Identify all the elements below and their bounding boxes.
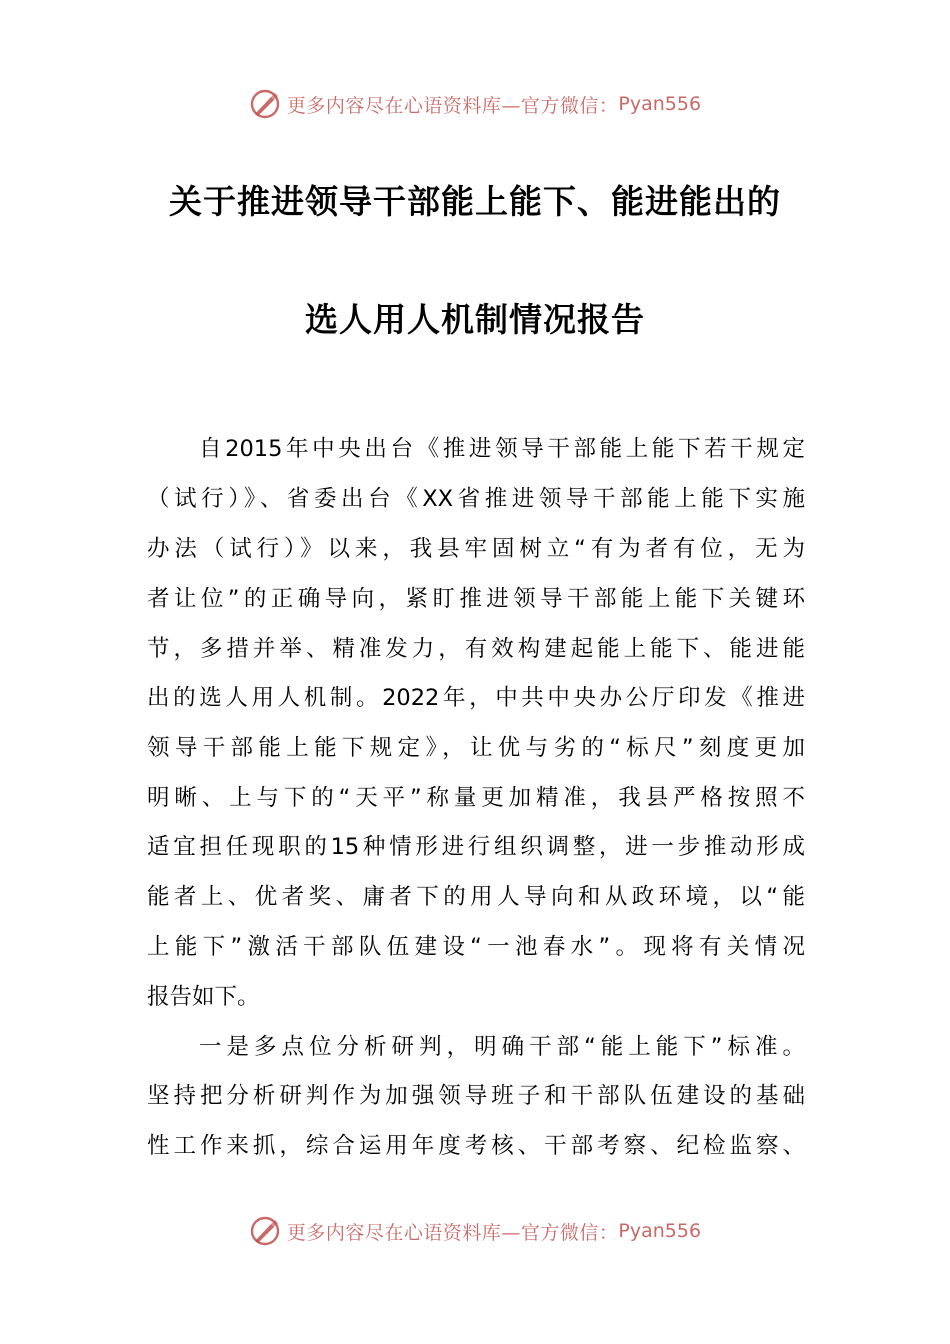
body-line: 者让位”的正确导向，紧盯推进领导干部能上能下关键环 <box>147 586 805 612</box>
body-line: 一是多点位分析研判，明确干部“能上能下”标准。 <box>199 1034 805 1060</box>
watermark-wechat-id: Pyan556 <box>618 1220 702 1242</box>
body-line: 明晰、上与下的“天平”称量更加精准，我县严格按照不 <box>147 785 805 811</box>
watermark-wechat-id: Pyan556 <box>618 93 702 115</box>
body-line: 性工作来抓，综合运用年度考核、干部考察、纪检监察、 <box>147 1133 805 1159</box>
pen-logo-icon <box>249 1215 281 1247</box>
body-line: 能者上、优者奖、庸者下的用人导向和从政环境，以“能 <box>147 884 805 910</box>
watermark-text: 更多内容尽在心语资料库—官方微信： <box>286 1221 619 1244</box>
body-line: 自2015年中央出台《推进领导干部能上能下若干规定 <box>199 436 805 462</box>
watermark-text: 更多内容尽在心语资料库—官方微信： <box>286 94 619 117</box>
body-line: 领导干部能上能下规定》，让优与劣的“标尺”刻度更加 <box>147 735 805 761</box>
body-line: 办法（试行）》以来，我县牢固树立“有为者有位，无为 <box>147 536 805 562</box>
document-title-line-1: 关于推进领导干部能上能下、能进能出的 <box>169 182 781 221</box>
watermark-footer <box>0 1211 950 1251</box>
body-line: 节，多措并举、精准发力，有效构建起能上能下、能进能 <box>147 636 805 662</box>
body-line: 上能下”激活干部队伍建设“一池春水”。现将有关情况 <box>147 934 805 960</box>
watermark-header <box>0 84 950 124</box>
body-line: 报告如下。 <box>147 984 260 1010</box>
body-line: （试行）》、省委出台《XX省推进领导干部能上能下实施 <box>147 486 805 512</box>
document-title-line-2: 选人用人机制情况报告 <box>305 300 645 339</box>
body-line: 坚持把分析研判作为加强领导班子和干部队伍建设的基础 <box>147 1083 805 1109</box>
body-line: 出的选人用人机制。2022年，中共中央办公厅印发《推进 <box>147 685 805 711</box>
body-line: 适宜担任现职的15种情形进行组织调整，进一步推动形成 <box>147 834 805 860</box>
pen-logo-icon <box>249 88 281 120</box>
